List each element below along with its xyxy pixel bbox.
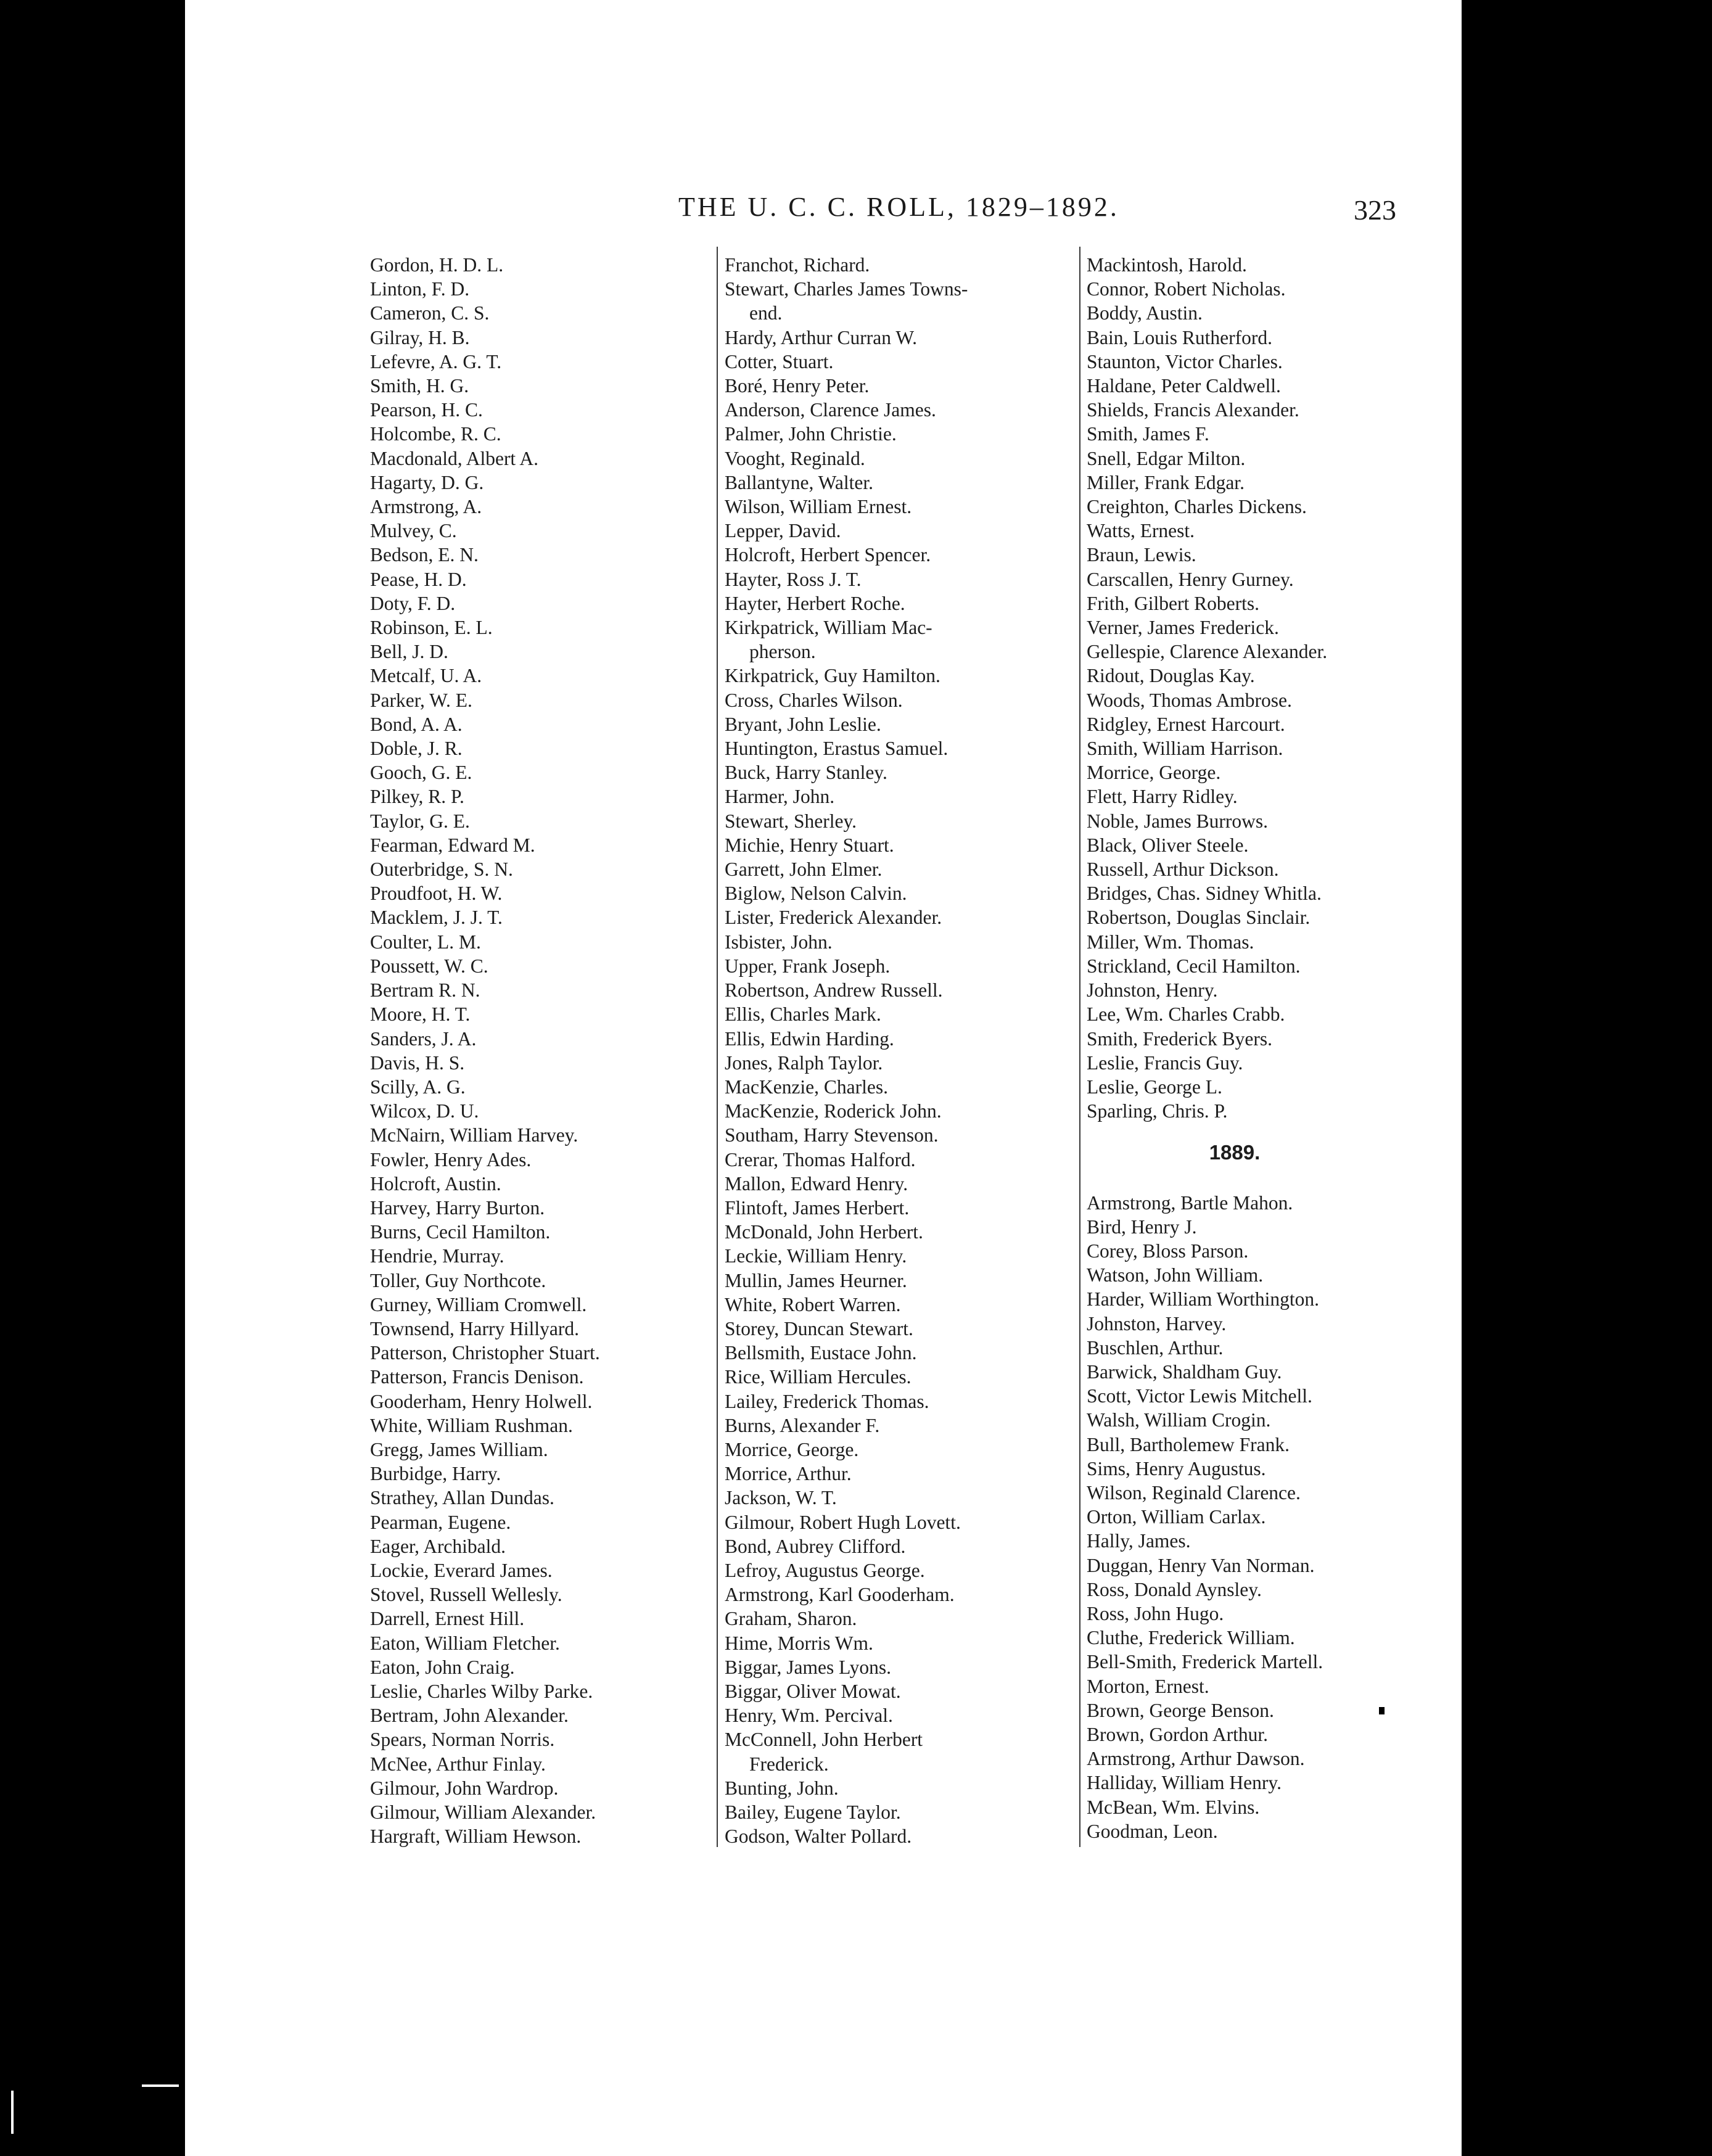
roll-entry: Stovel, Russell Wellesly. [370, 1584, 562, 1606]
roll-entry: Biglow, Nelson Calvin. [725, 883, 907, 905]
roll-entry: Robinson, E. L. [370, 617, 493, 639]
roll-entry: Anderson, Clarence James. [725, 399, 936, 421]
roll-entry: Macklem, J. J. T. [370, 907, 503, 929]
roll-entry: Carscallen, Henry Gurney. [1087, 568, 1294, 590]
roll-entry: Bird, Henry J. [1087, 1216, 1197, 1238]
roll-entry: Davis, H. S. [370, 1051, 465, 1074]
roll-entry: Leslie, Charles Wilby Parke. [370, 1680, 593, 1702]
roll-entry: Bond, Aubrey Clifford. [725, 1535, 906, 1557]
roll-entry: Woods, Thomas Ambrose. [1087, 689, 1292, 711]
roll-entry: Pilkey, R. P. [370, 786, 464, 808]
roll-entry: Wilson, William Ernest. [725, 496, 912, 518]
roll-entry: Johnston, Harvey. [1087, 1312, 1227, 1335]
roll-entry: Ridgley, Ernest Harcourt. [1087, 713, 1285, 735]
roll-entry: Eager, Archibald. [370, 1535, 506, 1557]
roll-entry: Fearman, Edward M. [370, 834, 535, 856]
roll-entry: Bryant, John Leslie. [725, 713, 881, 735]
roll-entry: Russell, Arthur Dickson. [1087, 858, 1279, 881]
roll-entry: Leslie, George L. [1087, 1076, 1222, 1098]
roll-entry: Graham, Sharon. [725, 1608, 857, 1630]
roll-entry: Mulvey, C. [370, 520, 457, 542]
roll-entry: Mullin, James Heurner. [725, 1269, 907, 1291]
roll-entry: Ellis, Charles Mark. [725, 1003, 881, 1026]
roll-entry: Taylor, G. E. [370, 810, 470, 832]
roll-entry: Pearman, Eugene. [370, 1511, 511, 1533]
roll-entry: MacKenzie, Charles. [725, 1076, 889, 1098]
roll-entry: Scott, Victor Lewis Mitchell. [1087, 1385, 1312, 1407]
roll-entry: Burns, Alexander F. [725, 1414, 880, 1436]
roll-entry: Gilmour, William Alexander. [370, 1801, 596, 1823]
roll-entry: McBean, Wm. Elvins. [1087, 1796, 1260, 1818]
roll-entry: Cameron, C. S. [370, 302, 490, 324]
roll-entry: McNee, Arthur Finlay. [370, 1753, 546, 1775]
roll-entry: Harder, William Worthington. [1087, 1288, 1319, 1310]
roll-entry: Snell, Edgar Milton. [1087, 447, 1246, 469]
roll-entry: Gurney, William Cromwell. [370, 1293, 587, 1315]
roll-entry: Morrice, George. [725, 1438, 859, 1460]
roll-entry: Stewart, Charles James Towns- [725, 278, 968, 300]
roll-entry: Corey, Bloss Parson. [1087, 1240, 1249, 1262]
roll-entry: Flett, Harry Ridley. [1087, 786, 1238, 808]
roll-entry: Buschlen, Arthur. [1087, 1336, 1224, 1359]
roll-entry: Hardy, Arthur Curran W. [725, 326, 918, 348]
roll-entry: Bertram R. N. [370, 979, 480, 1002]
roll-entry: Goodman, Leon. [1087, 1820, 1218, 1842]
roll-entry: Hendrie, Murray. [370, 1245, 504, 1267]
roll-entry: Lockie, Everard James. [370, 1559, 553, 1581]
roll-entry: Holcroft, Austin. [370, 1172, 501, 1195]
roll-entry: MacKenzie, Roderick John. [725, 1100, 942, 1122]
roll-entry: pherson. [749, 641, 816, 663]
roll-entry: Michie, Henry Stuart. [725, 834, 894, 856]
roll-entry: Brown, George Benson. [1087, 1699, 1274, 1721]
roll-entry: Lepper, David. [725, 520, 841, 542]
roll-entry: Patterson, Francis Denison. [370, 1366, 584, 1388]
running-title: THE U. C. C. ROLL, 1829–1892. [678, 192, 1119, 222]
roll-entry: Morton, Ernest. [1087, 1675, 1209, 1697]
roll-entry: Buck, Harry Stanley. [725, 762, 887, 784]
roll-entry: Cross, Charles Wilson. [725, 689, 903, 711]
roll-entry: Eaton, John Craig. [370, 1656, 515, 1678]
roll-entry: Doty, F. D. [370, 592, 456, 614]
roll-entry: Cluthe, Frederick William. [1087, 1627, 1295, 1649]
roll-entry: Henry, Wm. Percival. [725, 1705, 893, 1727]
column-divider [717, 247, 718, 1847]
roll-entry: Gordon, H. D. L. [370, 254, 504, 276]
roll-entry: Burbidge, Harry. [370, 1463, 501, 1485]
roll-entry: Bertram, John Alexander. [370, 1705, 569, 1727]
roll-entry: Gellespie, Clarence Alexander. [1087, 641, 1328, 663]
roll-entry: Miller, Wm. Thomas. [1087, 931, 1254, 953]
roll-entry: Flintoft, James Herbert. [725, 1196, 910, 1219]
roll-entry: Macdonald, Albert A. [370, 447, 538, 469]
roll-entry: Holcombe, R. C. [370, 423, 501, 445]
roll-entry: Stewart, Sherley. [725, 810, 857, 832]
roll-entry: Shields, Francis Alexander. [1087, 399, 1299, 421]
roll-column-3 [1087, 253, 1457, 1843]
roll-entry: White, Robert Warren. [725, 1293, 901, 1315]
roll-entry: Metcalf, U. A. [370, 665, 482, 687]
roll-entry: White, William Rushman. [370, 1414, 573, 1436]
roll-entry: Halliday, William Henry. [1087, 1772, 1282, 1794]
roll-column-3-top [1087, 253, 1457, 1123]
roll-entry: Lailey, Frederick Thomas. [725, 1390, 929, 1412]
roll-entry: Ross, Donald Aynsley. [1087, 1578, 1262, 1600]
roll-entry: Noble, James Burrows. [1087, 810, 1268, 832]
roll-entry: Ellis, Edwin Harding. [725, 1027, 894, 1050]
roll-entry: Smith, Frederick Byers. [1087, 1027, 1272, 1050]
roll-entry: Gooch, G. E. [370, 762, 472, 784]
roll-entry: Eaton, William Fletcher. [370, 1632, 560, 1654]
roll-entry: Ridout, Douglas Kay. [1087, 665, 1255, 687]
roll-entry: Holcroft, Herbert Spencer. [725, 544, 931, 566]
roll-entry: Biggar, James Lyons. [725, 1656, 891, 1678]
roll-entry: Harmer, John. [725, 786, 835, 808]
roll-entry: Boré, Henry Peter. [725, 375, 870, 397]
roll-entry: Gilmour, Robert Hugh Lovett. [725, 1511, 961, 1533]
roll-entry: Bell-Smith, Frederick Martell. [1087, 1651, 1323, 1673]
roll-entry: Coulter, L. M. [370, 931, 481, 953]
roll-entry: Barwick, Shaldham Guy. [1087, 1360, 1282, 1383]
roll-entry: Scilly, A. G. [370, 1076, 466, 1098]
roll-entry: Frith, Gilbert Roberts. [1087, 592, 1259, 614]
roll-entry: Frederick. [749, 1753, 829, 1775]
roll-entry: Hayter, Herbert Roche. [725, 592, 905, 614]
page-header [185, 185, 1462, 228]
roll-entry: Black, Oliver Steele. [1087, 834, 1249, 856]
roll-entry: Storey, Duncan Stewart. [725, 1317, 913, 1339]
roll-entry: Proudfoot, H. W. [370, 883, 503, 905]
roll-entry: Gregg, James William. [370, 1438, 548, 1460]
roll-entry: Boddy, Austin. [1087, 302, 1203, 324]
scan-artifact [11, 2091, 14, 2134]
roll-entry: Strathey, Allan Dundas. [370, 1487, 554, 1509]
roll-entry: Smith, H. G. [370, 375, 469, 397]
roll-entry: Wilson, Reginald Clarence. [1087, 1481, 1301, 1504]
roll-entry: Townsend, Harry Hillyard. [370, 1317, 579, 1339]
roll-entry: Orton, William Carlax. [1087, 1506, 1266, 1528]
roll-entry: Robertson, Douglas Sinclair. [1087, 907, 1311, 929]
roll-entry: Lister, Frederick Alexander. [725, 907, 942, 929]
roll-entry: Lefevre, A. G. T. [370, 350, 502, 372]
roll-entry: Gilray, H. B. [370, 326, 470, 348]
roll-entry: Bull, Bartholemew Frank. [1087, 1433, 1290, 1455]
column-divider [1079, 247, 1080, 1847]
roll-entry: Leckie, William Henry. [725, 1245, 907, 1267]
roll-entry: McConnell, John Herbert [725, 1729, 923, 1751]
roll-entry: Haldane, Peter Caldwell. [1087, 375, 1281, 397]
roll-entry: Pease, H. D. [370, 568, 467, 590]
roll-entry: Franchot, Richard. [725, 254, 870, 276]
roll-entry: Sanders, J. A. [370, 1027, 477, 1050]
roll-entry: Sims, Henry Augustus. [1087, 1457, 1266, 1479]
roll-entry: Strickland, Cecil Hamilton. [1087, 955, 1301, 977]
roll-entry: Crerar, Thomas Halford. [725, 1148, 916, 1171]
roll-entry: Bond, A. A. [370, 713, 463, 735]
roll-entry: Bridges, Chas. Sidney Whitla. [1087, 883, 1322, 905]
roll-entry: Hime, Morris Wm. [725, 1632, 873, 1654]
roll-entry: Fowler, Henry Ades. [370, 1148, 532, 1171]
roll-entry: Upper, Frank Joseph. [725, 955, 891, 977]
year-heading: 1889. [1209, 1141, 1261, 1164]
roll-entry: Bellsmith, Eustace John. [725, 1342, 917, 1364]
page-number: 323 [1354, 194, 1396, 226]
roll-entry: Hally, James. [1087, 1530, 1191, 1552]
roll-entry: Garrett, John Elmer. [725, 858, 883, 881]
roll-entry: Parker, W. E. [370, 689, 472, 711]
roll-entry: Johnston, Henry. [1087, 979, 1218, 1002]
roll-entry: Outerbridge, S. N. [370, 858, 513, 881]
roll-entry: Poussett, W. C. [370, 955, 488, 977]
roll-entry: Bain, Louis Rutherford. [1087, 326, 1272, 348]
roll-entry: Bell, J. D. [370, 641, 448, 663]
roll-entry: Duggan, Henry Van Norman. [1087, 1554, 1315, 1576]
roll-entry: Connor, Robert Nicholas. [1087, 278, 1286, 300]
roll-entry: McNairn, William Harvey. [370, 1124, 578, 1146]
roll-entry: Pearson, H. C. [370, 399, 483, 421]
roll-column-1 [370, 253, 706, 1848]
roll-entry: Hayter, Ross J. T. [725, 568, 862, 590]
roll-entry: Southam, Harry Stevenson. [725, 1124, 939, 1146]
roll-entry: Armstrong, Karl Gooderham. [725, 1584, 955, 1606]
roll-entry: Bedson, E. N. [370, 544, 479, 566]
roll-entry: Jackson, W. T. [725, 1487, 837, 1509]
roll-entry: Bailey, Eugene Taylor. [725, 1801, 901, 1823]
roll-entry: Armstrong, Bartle Mahon. [1087, 1191, 1293, 1214]
roll-entry: Vooght, Reginald. [725, 447, 865, 469]
roll-entry: Cotter, Stuart. [725, 350, 834, 372]
roll-entry: Braun, Lewis. [1087, 544, 1196, 566]
roll-entry: McDonald, John Herbert. [725, 1221, 923, 1243]
roll-entry: Spears, Norman Norris. [370, 1729, 555, 1751]
roll-entry: Watts, Ernest. [1087, 520, 1195, 542]
roll-entry: end. [749, 302, 783, 324]
roll-entry: Staunton, Victor Charles. [1087, 350, 1283, 372]
roll-entry: Linton, F. D. [370, 278, 470, 300]
roll-entry: Miller, Frank Edgar. [1087, 471, 1245, 493]
document-page [185, 0, 1462, 2156]
roll-entry: Leslie, Francis Guy. [1087, 1051, 1243, 1074]
roll-entry: Sparling, Chris. P. [1087, 1100, 1228, 1122]
roll-entry: Jones, Ralph Taylor. [725, 1051, 883, 1074]
roll-entry: Lee, Wm. Charles Crabb. [1087, 1003, 1285, 1026]
roll-entry: Godson, Walter Pollard. [725, 1825, 912, 1848]
roll-entry: Creighton, Charles Dickens. [1087, 496, 1307, 518]
roll-entry: Bunting, John. [725, 1777, 839, 1799]
roll-entry: Hagarty, D. G. [370, 471, 484, 493]
roll-entry: Wilcox, D. U. [370, 1100, 479, 1122]
roll-entry: Biggar, Oliver Mowat. [725, 1680, 901, 1702]
roll-entry: Mackintosh, Harold. [1087, 254, 1247, 276]
roll-entry: Ballantyne, Walter. [725, 471, 873, 493]
roll-entry: Rice, William Hercules. [725, 1366, 912, 1388]
roll-entry: Morrice, George. [1087, 762, 1221, 784]
roll-entry: Huntington, Erastus Samuel. [725, 738, 949, 760]
roll-entry: Gilmour, John Wardrop. [370, 1777, 559, 1799]
roll-entry: Hargraft, William Hewson. [370, 1825, 582, 1848]
roll-entry: Burns, Cecil Hamilton. [370, 1221, 551, 1243]
roll-entry: Patterson, Christopher Stuart. [370, 1342, 600, 1364]
roll-entry: Watson, John William. [1087, 1264, 1264, 1286]
roll-entry: Smith, James F. [1087, 423, 1209, 445]
roll-entry: Darrell, Ernest Hill. [370, 1608, 525, 1630]
roll-entry: Moore, H. T. [370, 1003, 471, 1026]
scan-artifact [142, 2084, 179, 2087]
roll-entry: Kirkpatrick, William Mac- [725, 617, 932, 639]
roll-entry: Ross, John Hugo. [1087, 1602, 1224, 1624]
roll-entry: Armstrong, Arthur Dawson. [1087, 1748, 1305, 1770]
roll-entry: Toller, Guy Northcote. [370, 1269, 546, 1291]
roll-entry: Isbister, John. [725, 931, 833, 953]
roll-entry: Lefroy, Augustus George. [725, 1559, 925, 1581]
roll-entry: Smith, William Harrison. [1087, 738, 1283, 760]
roll-column-3-bottom [1087, 1191, 1457, 1843]
roll-entry: Harvey, Harry Burton. [370, 1196, 545, 1219]
roll-entry: Doble, J. R. [370, 738, 463, 760]
roll-entry: Walsh, William Crogin. [1087, 1409, 1271, 1431]
scan-speck [1379, 1707, 1385, 1714]
roll-column-2 [725, 253, 1076, 1848]
roll-entry: Armstrong, A. [370, 496, 482, 518]
roll-entry: Brown, Gordon Arthur. [1087, 1723, 1268, 1745]
roll-entry: Palmer, John Christie. [725, 423, 897, 445]
roll-entry: Gooderham, Henry Holwell. [370, 1390, 593, 1412]
roll-entry: Verner, James Frederick. [1087, 617, 1279, 639]
roll-entry: Morrice, Arthur. [725, 1463, 852, 1485]
roll-entry: Robertson, Andrew Russell. [725, 979, 943, 1002]
roll-entry: Kirkpatrick, Guy Hamilton. [725, 665, 940, 687]
roll-entry: Mallon, Edward Henry. [725, 1172, 908, 1195]
